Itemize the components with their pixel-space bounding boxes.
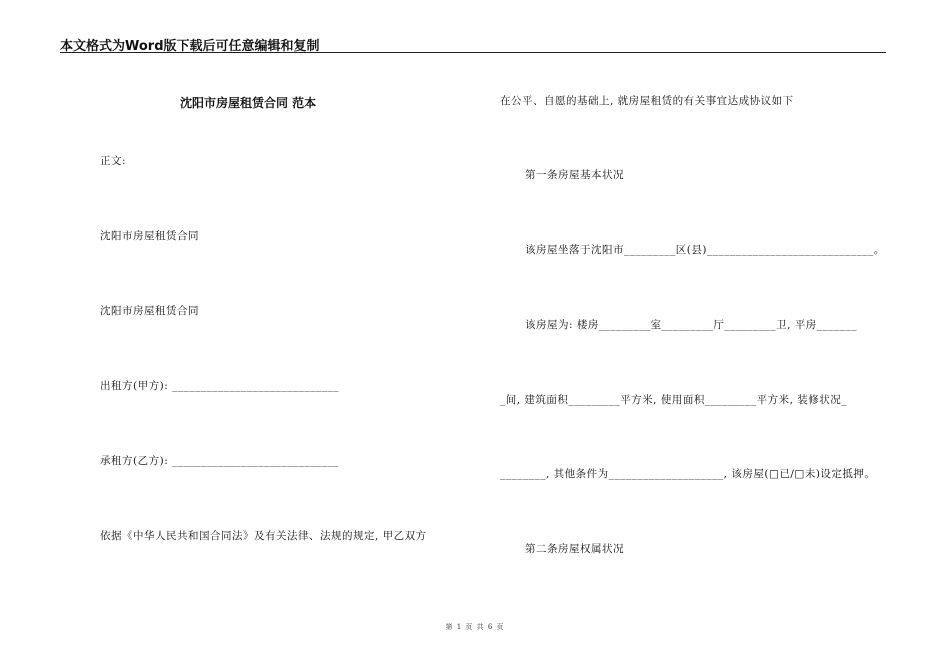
lessor-line: 出租方(甲方): _____________________________ <box>100 380 339 392</box>
body-line: 在公平、自愿的基础上, 就房屋租赁的有关事宜达成协议如下 <box>500 95 794 107</box>
body-line: 沈阳市房屋租赁合同 <box>100 305 199 317</box>
body-line: ________, 其他条件为____________________, 该房屋(□已/□未)设定抵押。 <box>500 468 876 480</box>
body-line: 依据《中华人民共和国合同法》及有关法律、法规的规定, 甲乙双方 <box>100 530 427 542</box>
header-divider <box>60 52 886 53</box>
body-line: 该房屋坐落于沈阳市_________区(县)_____________________________。 <box>525 244 885 256</box>
body-line: 正文: <box>100 155 127 167</box>
body-line: 该房屋为: 楼房_________室_________厅_________卫, 平房_______ <box>525 319 858 331</box>
page-number: 第 1 页 共 6 页 <box>445 623 505 631</box>
document-header: 本文格式为Word版下载后可任意编辑和复制 <box>60 39 320 54</box>
document-title: 沈阳市房屋租赁合同 范本 <box>180 96 317 110</box>
lessee-line: 承租方(乙方): _____________________________ <box>100 455 339 467</box>
section-heading: 第二条房屋权属状况 <box>525 543 624 555</box>
section-heading: 第一条房屋基本状况 <box>525 169 624 181</box>
body-line: _间, 建筑面积_________平方米, 使用面积_________平方米, 装修状况_ <box>500 394 848 406</box>
body-line: 沈阳市房屋租赁合同 <box>100 230 199 242</box>
